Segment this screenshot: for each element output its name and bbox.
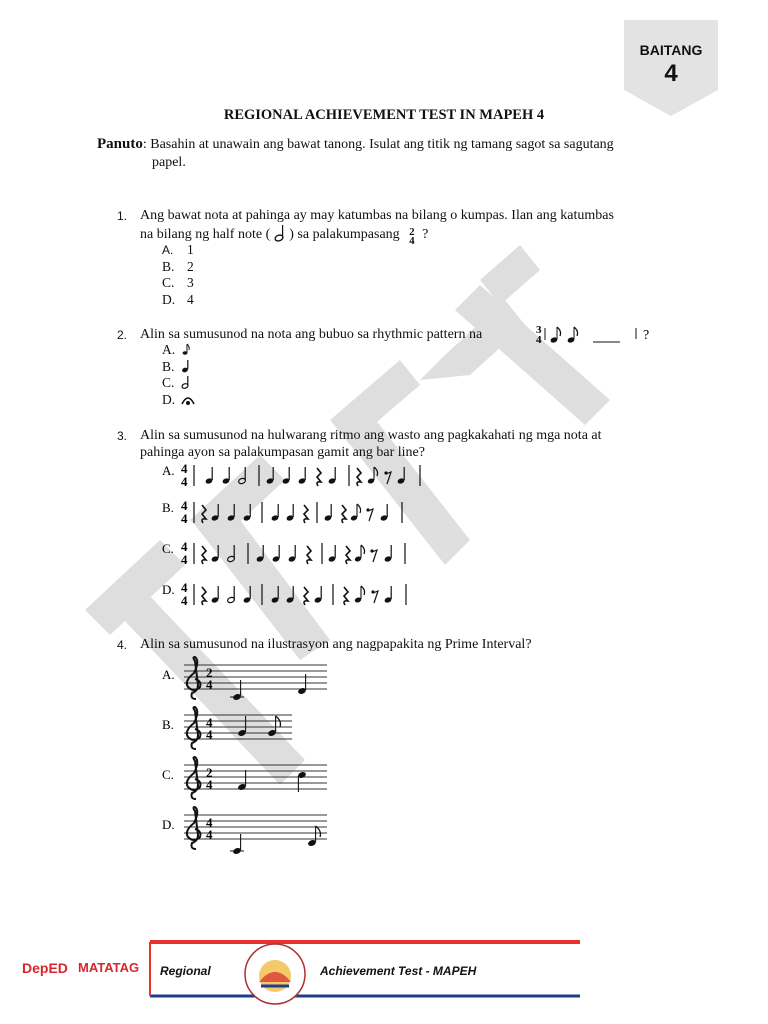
directions-label: Panuto (97, 136, 143, 152)
option-letter: A. (162, 463, 175, 478)
quarter-rest (304, 505, 308, 523)
option-3c[interactable] (162, 537, 482, 572)
directions (97, 135, 677, 172)
quarter-rest (202, 546, 206, 564)
quarter-note (384, 586, 392, 604)
eighth-note (367, 467, 377, 484)
quarter-note (211, 504, 219, 522)
footer-regional: Regional (160, 964, 211, 978)
meter-top: 4 (181, 539, 188, 554)
eighth-rest (366, 508, 373, 521)
eighth-note (354, 545, 364, 562)
eighth-rest (384, 471, 391, 484)
pattern-meter-top: 3 (536, 324, 542, 336)
pattern-end: ? (643, 328, 650, 343)
question-2-text: Alin sa sumusunod na nota ang bubuo sa rhythmic pattern na (140, 327, 483, 342)
half-note (238, 467, 246, 485)
treble-clef-icon (187, 707, 201, 749)
meter-top: 2 (206, 665, 213, 680)
quarter-note (205, 467, 213, 485)
meter-top: 4 (181, 498, 188, 513)
option-letter: B. (162, 717, 174, 732)
quarter-note (271, 504, 279, 522)
half-note (227, 545, 235, 563)
staff-note (237, 770, 246, 791)
question-1-line2a: na bilang ng half note ( (140, 227, 271, 242)
question-1-line1: Ang bawat nota at pahinga ay may katumbas na bilang o kumpas. Ilan ang katumbas (140, 208, 614, 223)
quarter-note (286, 504, 294, 522)
option-3b[interactable] (162, 496, 482, 531)
treble-clef-icon (187, 757, 201, 799)
meter-top: 4 (181, 461, 188, 476)
meter-top: 2 (206, 765, 213, 780)
meter-top: 4 (181, 580, 188, 595)
grade-badge (624, 20, 718, 116)
deped-seal-icon (243, 942, 307, 1006)
question-3-line1: Alin sa sumusunod na hulwarang ritmo ang wasto ang pagkakahati ng mga nota at (140, 428, 602, 443)
quarter-rest (346, 546, 350, 564)
option-3d[interactable] (162, 578, 482, 613)
quarter-note (314, 586, 322, 604)
time-signature-2-4: 2 4 (409, 226, 415, 247)
question-3-line2: pahinga ayon sa palakumpasan gamit ang bar line? (140, 445, 425, 460)
question-2-number: 2. (117, 328, 128, 342)
eighth-note-icon (181, 342, 191, 356)
half-note-icon (274, 224, 286, 242)
question-1-text (140, 207, 680, 247)
question-2-options (162, 342, 195, 408)
treble-clef-icon (187, 807, 201, 849)
quarter-note (324, 504, 332, 522)
quarter-note (266, 467, 274, 485)
question-1-options (162, 242, 194, 308)
treble-clef-icon (187, 657, 201, 699)
quarter-note (288, 545, 296, 563)
question-1-number: 1. (117, 209, 128, 223)
directions-text-2: papel. (152, 155, 186, 170)
quarter-note (328, 467, 336, 485)
question-1-line2b: ) sa palakumpasang (289, 227, 400, 242)
quarter-note (211, 586, 219, 604)
meter-bottom: 4 (206, 727, 213, 742)
grade-label: BAITANG (639, 42, 703, 58)
question-4-number: 4. (117, 638, 128, 652)
option-letter: B. (162, 500, 174, 515)
option-1b[interactable]: B. 2 (162, 258, 194, 274)
footer-achievement: Achievement Test - MAPEH (320, 964, 477, 978)
quarter-note (271, 586, 279, 604)
meter-top: 4 (206, 715, 213, 730)
option-letter: C. (162, 767, 174, 782)
quarter-rest (202, 505, 206, 523)
option-4d[interactable] (162, 805, 342, 866)
option-4c[interactable] (162, 755, 342, 810)
option-letter: C. (162, 541, 174, 556)
meter-bottom: 4 (206, 827, 213, 842)
meter-bottom: 4 (206, 677, 213, 692)
quarter-rest (342, 505, 346, 523)
footer (0, 938, 768, 1024)
quarter-rest (357, 468, 361, 486)
quarter-rest (317, 468, 321, 486)
staff-note (307, 826, 320, 847)
staff-note (237, 716, 246, 737)
quarter-rest (307, 546, 311, 564)
quarter-note (384, 545, 392, 563)
quarter-note (286, 586, 294, 604)
quarter-note (256, 545, 264, 563)
quarter-note (227, 504, 235, 522)
quarter-rest (344, 587, 348, 605)
grade-number: 4 (664, 60, 678, 87)
question-3-number: 3. (117, 429, 128, 443)
half-note-icon (181, 375, 191, 389)
staff-note (230, 834, 244, 855)
quarter-note (282, 467, 290, 485)
question-1-line2c: ? (422, 227, 429, 242)
option-1c[interactable]: C. 3 (162, 275, 194, 290)
quarter-note (298, 467, 306, 485)
meter-bottom: 4 (181, 552, 188, 567)
quarter-rest (304, 587, 308, 605)
meter-bottom: 4 (181, 593, 188, 608)
meter-bottom: 4 (181, 511, 188, 526)
page-title: REGIONAL ACHIEVEMENT TEST IN MAPEH 4 (223, 107, 545, 123)
quarter-note (380, 504, 388, 522)
quarter-note (328, 545, 336, 563)
quarter-note (397, 467, 405, 485)
quarter-note (222, 467, 230, 485)
option-2b[interactable]: B. (162, 359, 195, 376)
pattern-meter-bottom: 4 (536, 334, 542, 346)
question-4-text: Alin sa sumusunod na ilustrasyon ang nagpapakita ng Prime Interval? (140, 637, 532, 652)
staff-note (267, 716, 280, 737)
meter-top: 4 (206, 815, 213, 830)
eighth-rest (371, 590, 378, 603)
option-letter: D. (162, 582, 175, 597)
quarter-note-icon (181, 359, 191, 373)
quarter-note (243, 586, 251, 604)
meter-bottom: 4 (181, 474, 188, 489)
eighth-note (354, 586, 364, 603)
option-2c[interactable]: C. (162, 375, 195, 392)
option-1d[interactable]: D. 4 (162, 291, 194, 307)
eighth-note (350, 504, 360, 521)
option-4a[interactable] (162, 655, 342, 710)
quarter-note (211, 545, 219, 563)
option-3a[interactable] (162, 459, 482, 494)
quarter-note (272, 545, 280, 563)
eighth-rest (370, 549, 377, 562)
deped-logo: DepED (22, 960, 68, 976)
matatag-logo: MATATAG (78, 960, 140, 975)
fermata-icon (181, 394, 195, 406)
quarter-note (243, 504, 251, 522)
rhythmic-pattern (530, 322, 660, 348)
quarter-rest (202, 587, 206, 605)
meter-bottom: 4 (206, 777, 213, 792)
question-3-text (140, 427, 680, 461)
option-letter: A. (162, 667, 175, 682)
option-letter: D. (162, 817, 175, 832)
option-4b[interactable] (162, 705, 342, 760)
option-1a[interactable]: A. 1 (162, 242, 194, 257)
directions-text: : Basahin at unawain ang bawat tanong. Isulat ang titik ng tamang sagot sa sagutang (142, 137, 614, 152)
option-2a[interactable]: A. (162, 342, 195, 359)
option-2d[interactable]: D. (162, 392, 195, 409)
half-note (227, 586, 235, 604)
